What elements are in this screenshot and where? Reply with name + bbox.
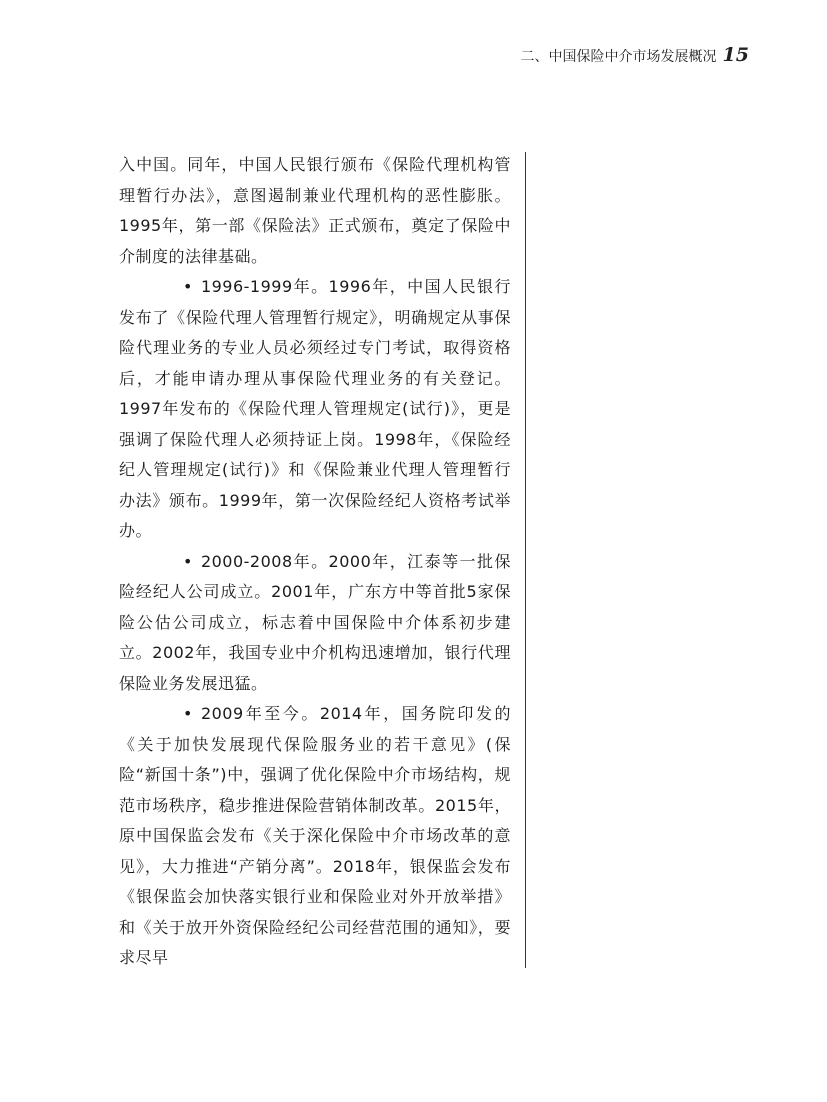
bullet-icon: •	[183, 277, 193, 296]
paragraph-text: 2009年至今。2014年，国务院印发的《关于加快发展现代保险服务业的若干意见》(保险“新国十条”)中，强调了优化保险中介市场结构，规范市场秩序，稳步推进保险营销体制改革。2015年，原中国保监会发布《关于深化保险中介市场改革的意见》，大力推进“产销分离”。2018年，银保监会发布《银保监会加快落实银行业和保险业对外开放举措》和《关于放开外资保险经纪公司经营范围的通知》，要求尽早	[119, 704, 511, 967]
bullet-icon: •	[183, 704, 193, 723]
paragraph-1996-1999	[119, 272, 511, 547]
paragraph-2009-present	[119, 699, 511, 974]
paragraph-text: 1996-1999年。1996年，中国人民银行发布了《保险代理人管理暂行规定》，明确规定从事保险代理业务的专业人员必须经过专门考试，取得资格后，才能申请办理从事保险代理业务的有关登记。1997年发布的《保险代理人管理规定(试行)》，更是强调了保险代理人必须持证上岗。1998年，《保险经纪人管理规定(试行)》和《保险兼业代理人管理暂行办法》颁布。1999年，第一次保险经纪人资格考试举办。	[119, 277, 511, 540]
bullet-icon: •	[183, 551, 193, 571]
paragraph-2000-2008	[119, 547, 511, 700]
paragraph-text: 入中国。同年，中国人民银行颁布《保险代理机构管理暂行办法》，意图遏制兼业代理机构的恶性膨胀。1995年，第一部《保险法》正式颁布，奠定了保险中介制度的法律基础。	[119, 155, 511, 266]
section-title: 二、中国保险中介市场发展概况	[520, 49, 717, 65]
running-header	[521, 44, 749, 66]
paragraph-continued	[119, 150, 511, 272]
body-text	[119, 150, 511, 974]
column-divider	[525, 152, 526, 968]
page-number: 15	[722, 44, 749, 66]
paragraph-text: 2000-2008年。2000年，江泰等一批保险经纪人公司成立。2001年，广东方中等首批5家保险公估公司成立，标志着中国保险中介体系初步建立。2002年，我国专业中介机构迅速增加，银行代理保险业务发展迅猛。	[119, 551, 511, 693]
